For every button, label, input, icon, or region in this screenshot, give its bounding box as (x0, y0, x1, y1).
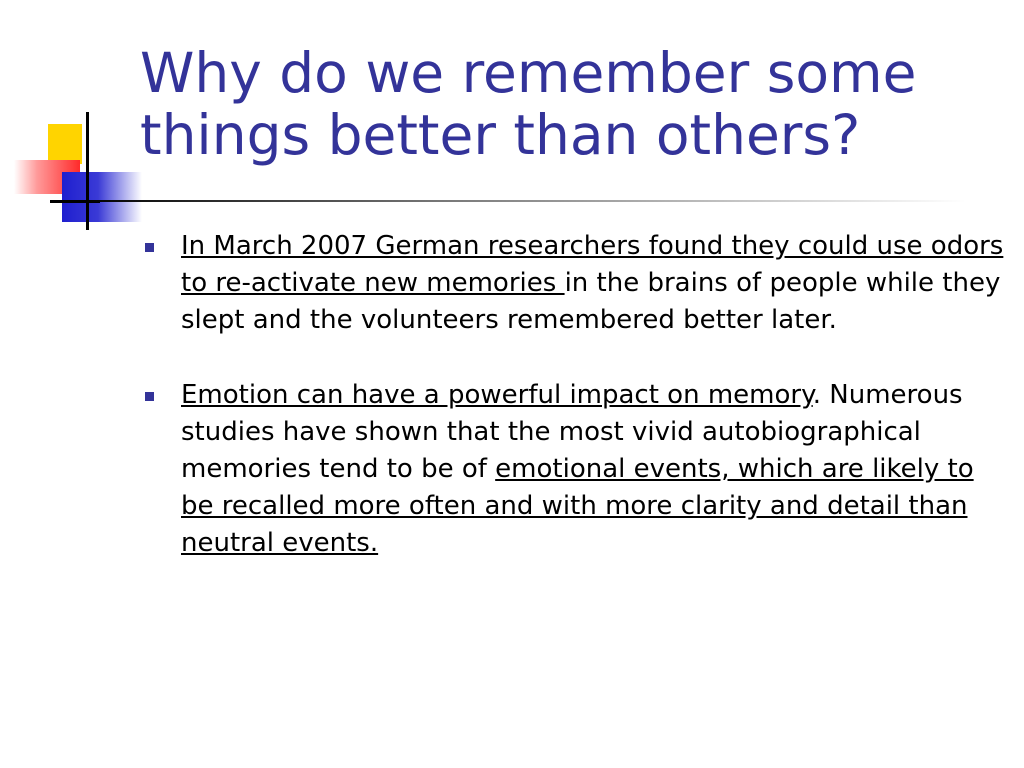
vertical-line-decoration (86, 112, 89, 230)
bullet-1-underlined-text: In March 2007 German researchers found they could use odors to re-activate new memories (181, 231, 1004, 298)
yellow-square-decoration (48, 124, 82, 164)
bullet-item-2 (140, 377, 1010, 562)
slide-title: Why do we remember some things better than others? (140, 41, 917, 167)
square-bullet-icon (145, 243, 154, 252)
bullet-2-underlined-tail: emotional events, which are likely to be recalled more often and with more clarity and detail than neutral events. (181, 454, 974, 558)
bullet-2-underlined-text: Emotion can have a powerful impact on memory (181, 380, 813, 410)
bullet-2-text: . Numerous studies have shown that the most vivid autobiographical memories tend to be of (181, 380, 963, 484)
corner-decoration (0, 0, 160, 240)
blue-square-decoration (62, 172, 142, 222)
bullet-1-text: in the brains of people while they slept and the volunteers remembered better later. (181, 268, 1001, 335)
bullet-list (140, 228, 1010, 562)
square-bullet-icon (145, 392, 154, 401)
bullet-item-1 (140, 228, 1010, 339)
title-divider (86, 200, 966, 202)
